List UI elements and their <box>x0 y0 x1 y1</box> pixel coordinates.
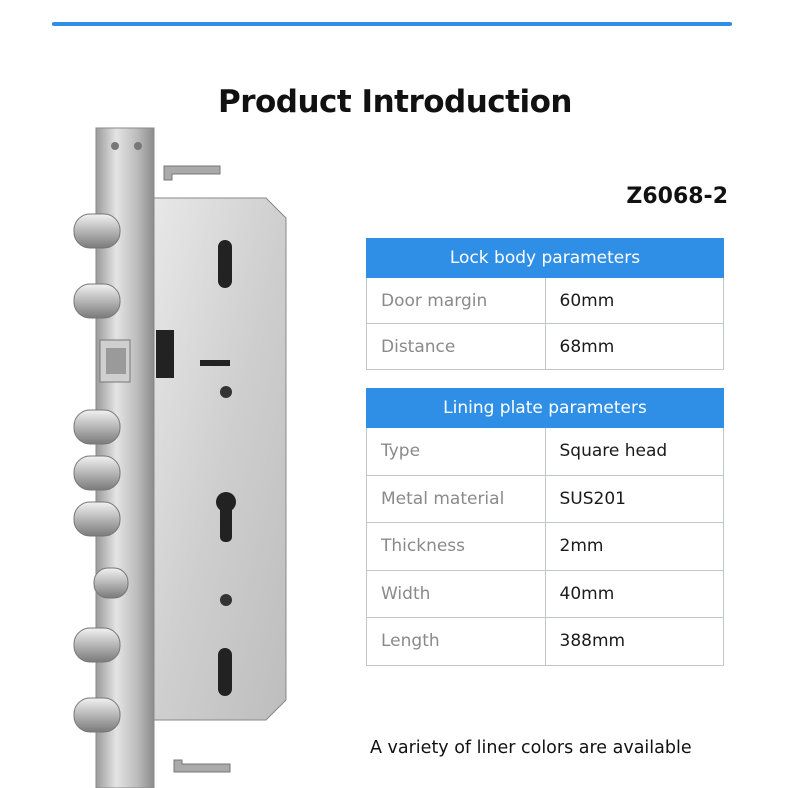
table-row <box>367 618 724 666</box>
page-title: Product Introduction <box>217 84 572 120</box>
param-label: Width <box>367 570 546 618</box>
mortise-lock-body-image <box>60 120 360 788</box>
top-accent-rule <box>52 22 732 26</box>
model-number: Z6068-2 <box>626 184 728 209</box>
table-row <box>367 475 724 523</box>
param-label: Distance <box>367 324 546 370</box>
param-value: 40mm <box>545 570 724 618</box>
lock-body-parameters-table <box>366 238 724 370</box>
table-row <box>367 523 724 571</box>
table-row <box>367 324 724 370</box>
lining-plate-header: Lining plate parameters <box>367 389 724 428</box>
color-availability-note: A variety of liner colors are available <box>370 738 692 758</box>
param-value: 60mm <box>545 278 724 324</box>
param-label: Type <box>367 428 546 476</box>
lining-plate-parameters-table <box>366 388 724 666</box>
table-row <box>367 428 724 476</box>
param-label: Thickness <box>367 523 546 571</box>
lock-body-header: Lock body parameters <box>367 239 724 278</box>
param-value: SUS201 <box>545 475 724 523</box>
param-label: Length <box>367 618 546 666</box>
param-value: Square head <box>545 428 724 476</box>
param-label: Door margin <box>367 278 546 324</box>
param-value: 2mm <box>545 523 724 571</box>
param-label: Metal material <box>367 475 546 523</box>
param-value: 388mm <box>545 618 724 666</box>
param-value: 68mm <box>545 324 724 370</box>
table-row <box>367 570 724 618</box>
table-row <box>367 278 724 324</box>
